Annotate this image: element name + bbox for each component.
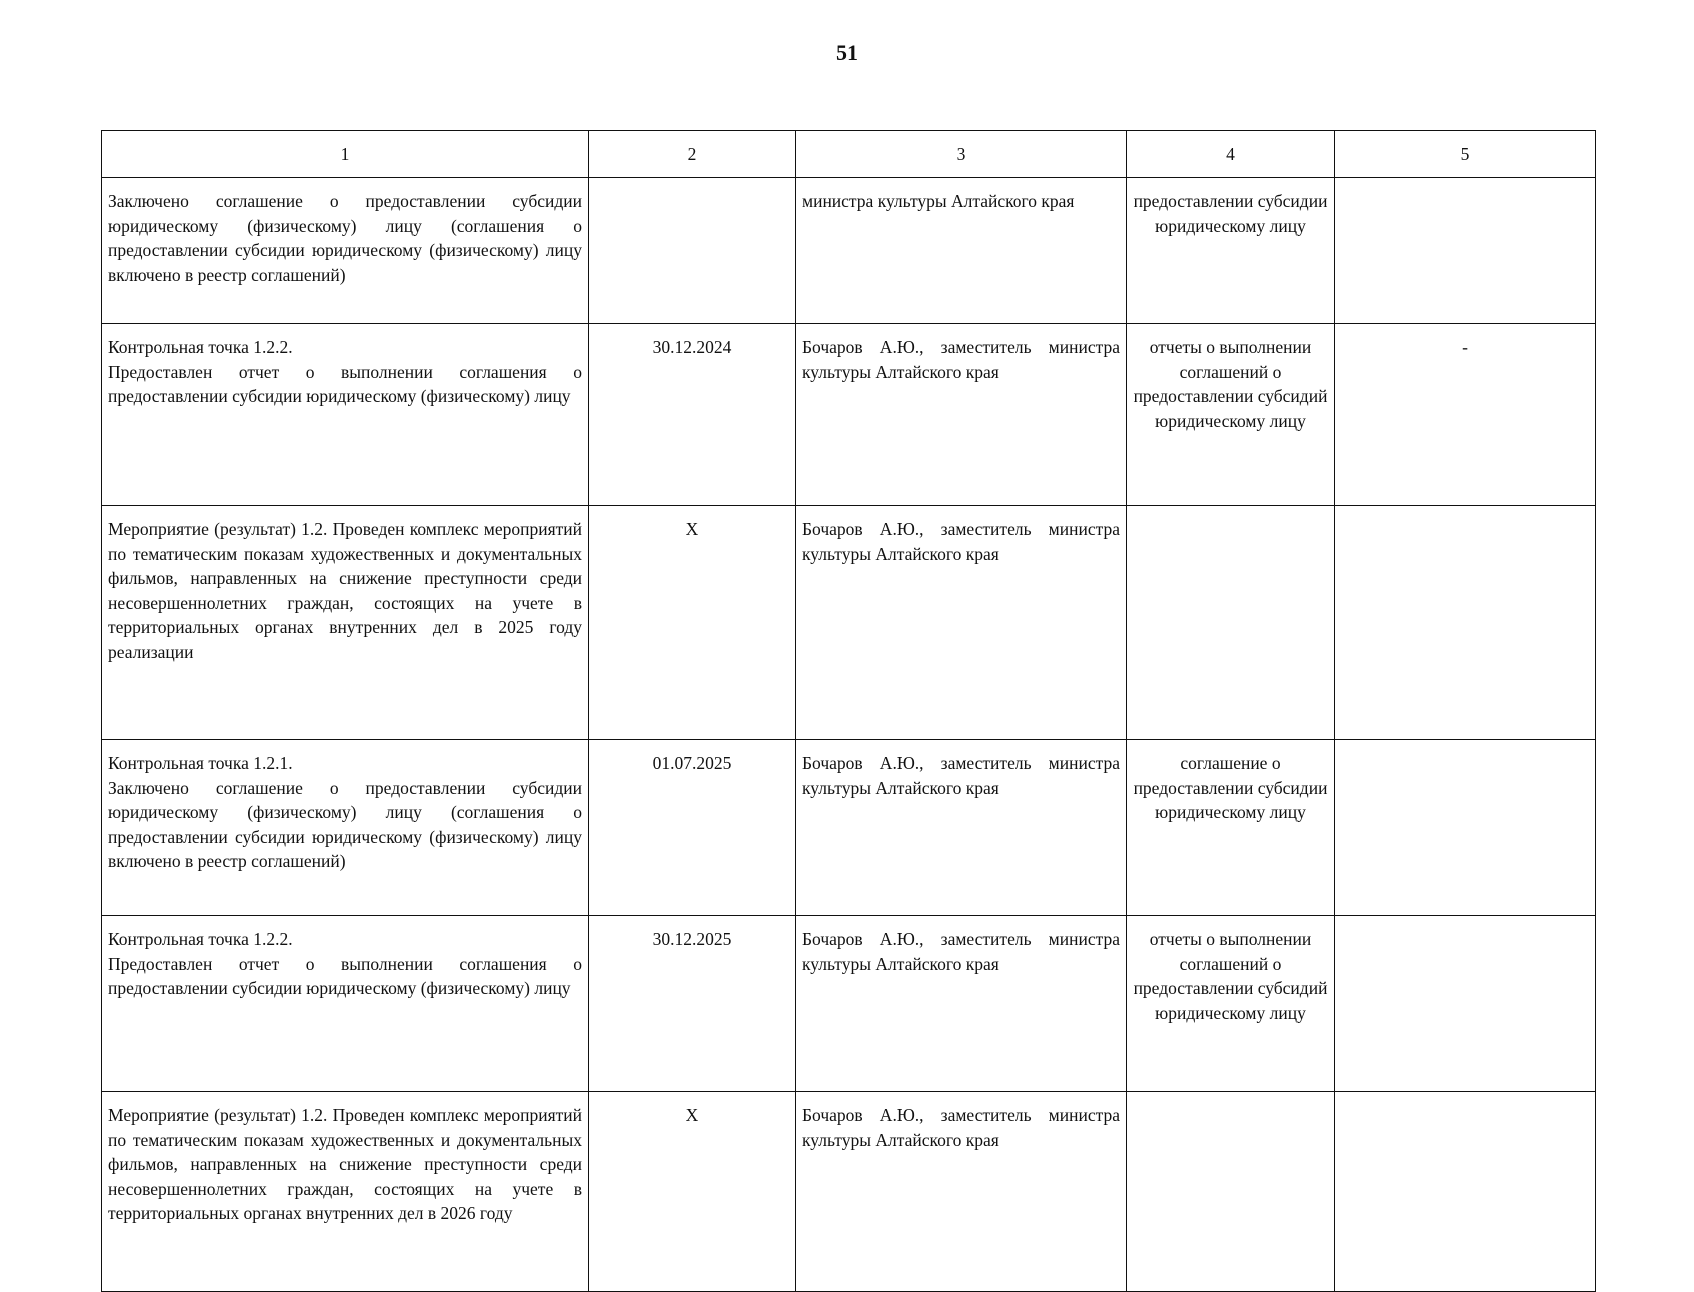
data-table <box>101 130 1596 1292</box>
cell-note <box>1335 916 1596 1092</box>
responsible-person: Бочаров А.Ю., заместитель министра культуры Алтайского края <box>802 1105 1120 1150</box>
event-description: Заключено соглашение о предоставлении субсидии юридическому (физическому) лицу (соглашения о предоставлении субсидии юридическому (физическому) лицу включено в реестр соглашений) <box>108 191 582 285</box>
checkpoint-title: Контрольная точка 1.2.1. <box>108 753 293 773</box>
cell-responsible <box>796 1092 1127 1292</box>
cell-deadline: 30.12.2025 <box>589 916 796 1092</box>
responsible-person: министра культуры Алтайского края <box>802 191 1075 211</box>
cell-event <box>102 324 589 506</box>
table-body <box>102 178 1596 1292</box>
cell-note <box>1335 178 1596 324</box>
responsible-person: Бочаров А.Ю., заместитель министра культуры Алтайского края <box>802 929 1120 974</box>
checkpoint-title: Контрольная точка 1.2.2. <box>108 929 293 949</box>
column-header-3: 3 <box>796 131 1127 178</box>
checkpoint-title: Контрольная точка 1.2.2. <box>108 337 293 357</box>
table-row <box>102 1092 1596 1292</box>
page-number: 51 <box>836 40 858 65</box>
cell-event <box>102 1092 589 1292</box>
cell-responsible <box>796 324 1127 506</box>
responsible-person: Бочаров А.Ю., заместитель министра культуры Алтайского края <box>802 753 1120 798</box>
cell-deadline: Х <box>589 506 796 740</box>
cell-note <box>1335 740 1596 916</box>
event-description: Предоставлен отчет о выполнении соглашения о предоставлении субсидии юридическому (физическому) лицу <box>108 361 582 406</box>
cell-responsible <box>796 506 1127 740</box>
event-description: Заключено соглашение о предоставлении субсидии юридическому (физическому) лицу (соглашения о предоставлении субсидии юридическому (физическому) лицу включено в реестр соглашений) <box>108 777 582 871</box>
cell-event <box>102 740 589 916</box>
table-row <box>102 324 1596 506</box>
cell-document: соглашение о предоставлении субсидии юридическому лицу <box>1127 740 1335 916</box>
cell-note <box>1335 1092 1596 1292</box>
cell-document: отчеты о выполнении соглашений о предоставлении субсидий юридическому лицу <box>1127 324 1335 506</box>
cell-responsible <box>796 916 1127 1092</box>
cell-document: отчеты о выполнении соглашений о предоставлении субсидий юридическому лицу <box>1127 916 1335 1092</box>
responsible-person: Бочаров А.Ю., заместитель министра культуры Алтайского края <box>802 519 1120 564</box>
table-row <box>102 740 1596 916</box>
column-header-4: 4 <box>1127 131 1335 178</box>
cell-note <box>1335 506 1596 740</box>
cell-responsible <box>796 178 1127 324</box>
table-row <box>102 916 1596 1092</box>
table-header-row <box>102 131 1596 178</box>
cell-document <box>1127 506 1335 740</box>
cell-responsible <box>796 740 1127 916</box>
event-description: Мероприятие (результат) 1.2. Проведен комплекс мероприятий по тематическим показам художественных и документальных фильмов, направленных на снижение преступности среди несовершеннолетних граждан, состоящих на учете в территориальных органах внутренних дел в 2026 году <box>108 1105 582 1223</box>
table-row <box>102 178 1596 324</box>
cell-deadline: Х <box>589 1092 796 1292</box>
cell-note: - <box>1335 324 1596 506</box>
cell-deadline: 01.07.2025 <box>589 740 796 916</box>
column-header-1: 1 <box>102 131 589 178</box>
cell-document <box>1127 1092 1335 1292</box>
cell-document: предоставлении субсидии юридическому лицу <box>1127 178 1335 324</box>
cell-deadline: 30.12.2024 <box>589 324 796 506</box>
responsible-person: Бочаров А.Ю., заместитель министра культуры Алтайского края <box>802 337 1120 382</box>
cell-event <box>102 916 589 1092</box>
column-header-5: 5 <box>1335 131 1596 178</box>
event-description: Мероприятие (результат) 1.2. Проведен комплекс мероприятий по тематическим показам художественных и документальных фильмов, направленных на снижение преступности среди несовершеннолетних граждан, состоящих на учете в территориальных органах внутренних дел в 2025 году реализации <box>108 519 582 662</box>
cell-deadline <box>589 178 796 324</box>
column-header-2: 2 <box>589 131 796 178</box>
table-row <box>102 506 1596 740</box>
cell-event <box>102 178 589 324</box>
cell-event <box>102 506 589 740</box>
event-description: Предоставлен отчет о выполнении соглашения о предоставлении субсидии юридическому (физическому) лицу <box>108 953 582 998</box>
